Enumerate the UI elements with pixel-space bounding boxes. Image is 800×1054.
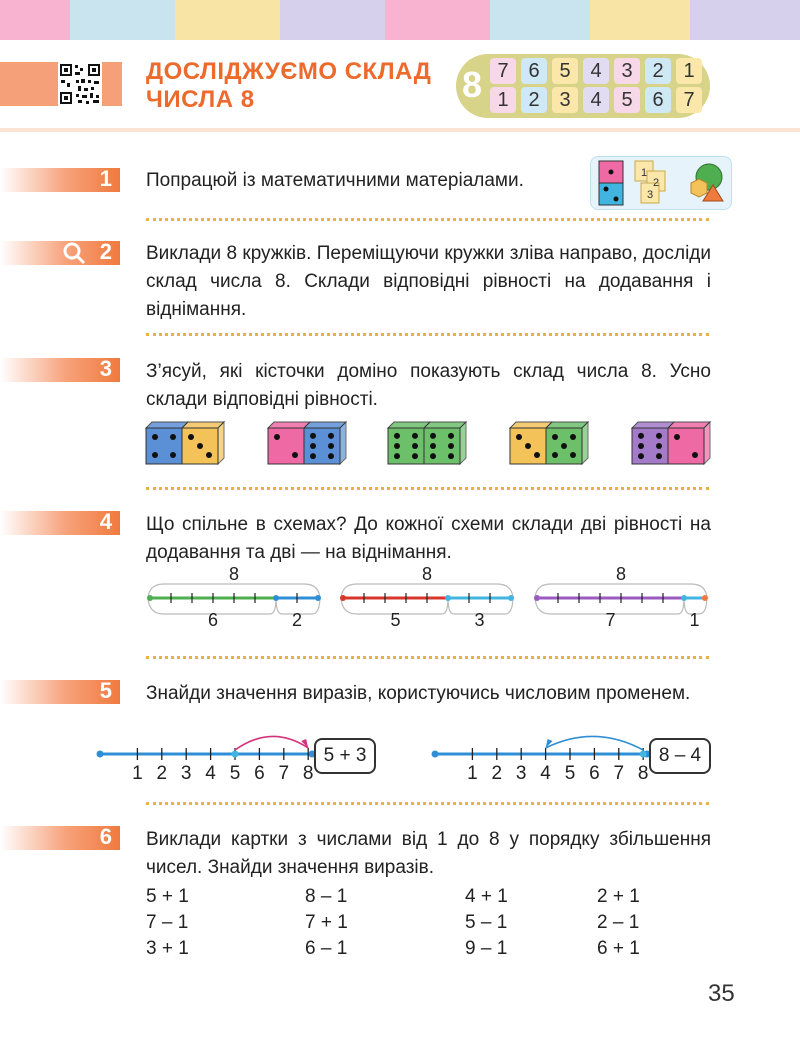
domino-pip [152, 434, 158, 440]
domino-pip [525, 443, 531, 449]
composition-top-cell: 1 [676, 58, 702, 84]
domino-pip [274, 434, 280, 440]
domino-pip [197, 443, 203, 449]
domino-pip [516, 434, 522, 440]
expression: 5 – 1 [465, 912, 508, 933]
domino-pip [394, 453, 400, 459]
domino-pip [534, 452, 540, 458]
composition-bottom-cell: 3 [552, 87, 578, 113]
domino [510, 422, 588, 464]
scheme [340, 566, 514, 630]
domino-pip [430, 453, 436, 459]
task-1-number: 1 [99, 166, 112, 191]
domino [268, 422, 346, 464]
divider-4 [146, 656, 709, 659]
domino [388, 422, 466, 464]
ray-tick-label: 3 [515, 763, 527, 784]
domino [632, 422, 710, 464]
ray-tick-label: 1 [132, 763, 143, 784]
schemes-row [140, 566, 720, 636]
domino-pip [674, 434, 680, 440]
scheme-part-a: 5 [390, 610, 401, 630]
domino-pip [412, 433, 418, 439]
composition-bottom-cell: 6 [645, 87, 671, 113]
divider-2 [146, 333, 709, 336]
composition-top-cell: 5 [552, 58, 578, 84]
scheme-part-b: 1 [689, 610, 700, 630]
expression-box-2: 8 – 4 [649, 738, 711, 774]
domino-pip [561, 443, 567, 449]
divider-1 [146, 218, 709, 221]
ray-tick-label: 6 [254, 763, 265, 784]
domino-pip [448, 433, 454, 439]
composition-bottom-cell: 5 [614, 87, 640, 113]
task-5-text: Знайди значення виразів, користуючись числовим променем. [146, 683, 691, 704]
scheme [147, 566, 321, 630]
task-4-badge [0, 511, 120, 535]
domino-pip [448, 443, 454, 449]
scheme-part-a: 6 [207, 610, 219, 630]
task-3-badge [0, 358, 120, 382]
ray-tick-label: 1 [467, 763, 478, 784]
domino-pip [692, 452, 698, 458]
domino-pip [552, 452, 558, 458]
domino-pip [638, 433, 644, 439]
page-number: 35 [708, 980, 735, 1007]
expression: 6 – 1 [305, 938, 348, 959]
domino-pip [206, 452, 212, 458]
stripe-4 [280, 0, 385, 40]
expression: 2 + 1 [597, 886, 640, 907]
page-title-line1: ДОСЛІДЖУЄМО СКЛАД [146, 58, 432, 85]
task-6-badge [0, 826, 120, 850]
scheme-total: 8 [421, 566, 433, 584]
domino-pip [310, 453, 316, 459]
materials-icon [591, 157, 731, 209]
header-divider [0, 128, 800, 132]
domino-pip [292, 452, 298, 458]
expression: 4 + 1 [465, 886, 508, 907]
stripe-3 [175, 0, 280, 40]
task-2-number: 2 [99, 239, 112, 264]
stripe-7 [590, 0, 690, 40]
scheme-part-b: 3 [474, 610, 485, 630]
expression: 6 + 1 [597, 938, 640, 959]
domino-pip [656, 453, 662, 459]
domino-pip [188, 434, 194, 440]
domino-pip [570, 452, 576, 458]
task-5-badge [0, 680, 120, 704]
composition-bottom-cell: 4 [583, 87, 609, 113]
domino-pip [412, 453, 418, 459]
expression: 3 + 1 [146, 938, 189, 959]
ray-tick-label: 5 [229, 763, 241, 784]
domino-pip [430, 433, 436, 439]
domino-pip [328, 453, 334, 459]
composition-top-cell: 7 [490, 58, 516, 84]
task-1-badge [0, 168, 120, 192]
scheme-total: 8 [228, 566, 240, 584]
ray-tick-label: 7 [278, 763, 290, 784]
task-3-text: З’ясуй, які кісточки доміно показують склад числа 8. Усно склади відповідні рівності. [146, 361, 711, 410]
composition-bottom-cell: 1 [490, 87, 516, 113]
task-3-number: 3 [99, 356, 112, 381]
domino-pip [430, 443, 436, 449]
domino-pip [412, 443, 418, 449]
composition-bottom-cell: 7 [676, 87, 702, 113]
divider-5 [146, 802, 709, 805]
domino-pip [638, 453, 644, 459]
composition-top-cell: 3 [614, 58, 640, 84]
expression: 5 + 1 [146, 886, 189, 907]
number-ray [432, 736, 651, 784]
composition-top-cell: 4 [583, 58, 609, 84]
stripe-1 [0, 0, 70, 40]
ray-tick-label: 5 [564, 763, 576, 784]
expression-box-1: 5 + 3 [314, 738, 376, 774]
ray-tick-label: 8 [302, 763, 314, 784]
task-5-number: 5 [99, 678, 112, 703]
ray-tick-label: 6 [589, 763, 600, 784]
ray-tick-label: 3 [180, 763, 192, 784]
task-2-badge [0, 241, 120, 265]
task-4-number: 4 [99, 509, 112, 534]
task-6-text: Виклади картки з числами від 1 до 8 у порядку збільшення чисел. Знайди значення виразів. [146, 829, 711, 878]
jump-arc [546, 736, 644, 750]
domino-pip [394, 433, 400, 439]
expression: 8 – 1 [305, 886, 348, 907]
domino-pip [170, 452, 176, 458]
magnifier-icon [62, 241, 88, 265]
page-title [146, 58, 446, 114]
domino [146, 422, 224, 464]
dominoes-row [140, 418, 720, 470]
ray-tick-label: 4 [205, 763, 216, 784]
domino-pip [310, 433, 316, 439]
stripe-6 [490, 0, 590, 40]
scheme-part-b: 2 [291, 610, 303, 630]
domino-pip [170, 434, 176, 440]
math-materials-illustration [590, 156, 732, 210]
number-ray [97, 736, 316, 784]
composition-number: 8 [462, 64, 483, 105]
task-2-text: Виклади 8 кружків. Переміщуючи кружки зліва направо, досліди склад числа 8. Склади відповідні рівності на додавання і віднімання. [146, 243, 711, 320]
domino-pip [656, 433, 662, 439]
composition-top-cell: 6 [521, 58, 547, 84]
card-1: 1 [640, 167, 648, 179]
domino-pip [152, 452, 158, 458]
composition-bottom-cell: 2 [521, 87, 547, 113]
expression: 2 – 1 [597, 912, 640, 933]
task-4-text: Що спільне в схемах? До кожної схеми склади дві рівності на додавання та дві — на віднімання. [146, 514, 711, 563]
task-6-number: 6 [99, 824, 112, 849]
qr-code-icon[interactable] [58, 62, 102, 106]
expression: 7 – 1 [146, 912, 189, 933]
stripe-8 [690, 0, 800, 40]
domino-pip [328, 433, 334, 439]
expression: 7 + 1 [305, 912, 348, 933]
domino-pip [448, 453, 454, 459]
expression: 9 – 1 [465, 938, 508, 959]
stripe-2 [70, 0, 175, 40]
jump-arc [235, 736, 308, 750]
scheme-part-a: 7 [605, 610, 616, 630]
domino-pip [310, 443, 316, 449]
domino-pip [638, 443, 644, 449]
card-3: 3 [646, 189, 654, 201]
divider-3 [146, 487, 709, 490]
card-2: 2 [652, 177, 660, 189]
stripe-5 [385, 0, 490, 40]
ray-tick-label: 4 [540, 763, 551, 784]
domino-pip [552, 434, 558, 440]
number-rays [90, 722, 690, 784]
domino-pip [394, 443, 400, 449]
domino-pip [570, 434, 576, 440]
ray-tick-label: 7 [613, 763, 625, 784]
domino-pip [328, 443, 334, 449]
scheme [534, 566, 708, 630]
ray-tick-label: 2 [491, 763, 503, 784]
task-1-text: Попрацюй із математичними матеріалами. [146, 170, 524, 191]
scheme-total: 8 [615, 566, 627, 584]
ray-tick-label: 2 [156, 763, 168, 784]
page-title-line2: ЧИСЛА 8 [146, 86, 255, 113]
domino-pip [656, 443, 662, 449]
composition-top-cell: 2 [645, 58, 671, 84]
ray-tick-label: 8 [637, 763, 649, 784]
